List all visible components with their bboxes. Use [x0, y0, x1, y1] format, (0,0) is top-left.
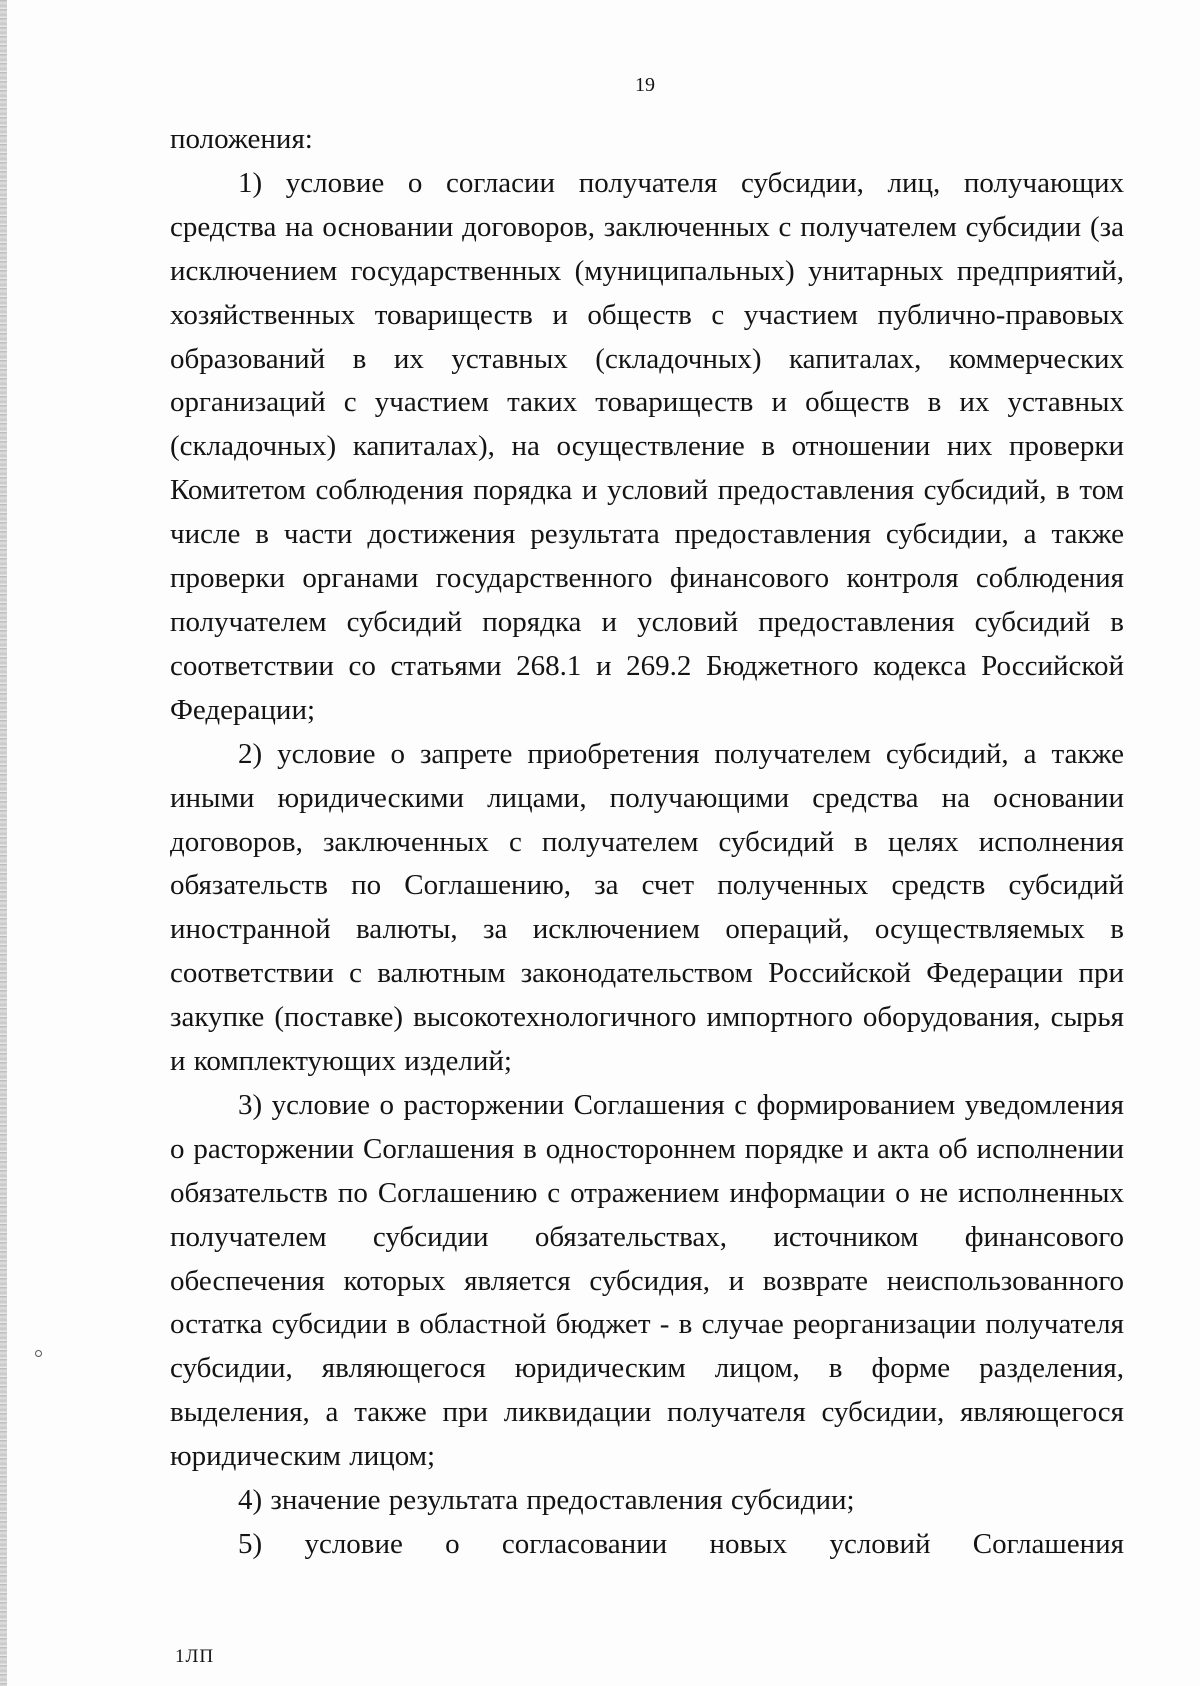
scan-edge — [0, 0, 7, 1686]
document-body — [170, 118, 1124, 1567]
paragraph-item-5: 5) условие о согласовании новых условий Соглашения — [238, 1528, 1124, 1560]
paragraph-item-3: 3) условие о расторжении Соглашения с формированием уведомления о расторжении Соглашения в одностороннем порядке и акта об исполнении обязательств по Соглашению с отражением информации о не исполненных получателем субсидии обязательствах, источником финансового обеспечения которых является субсидия, и возврате неиспользованного остатка субсидии в областной бюджет - в случае реорганизации получателя субсидии, являющегося юридическим лицом, в форме разделения, выделения, а также при ликвидации получателя субсидии, являющегося юридическим лицом; — [170, 1088, 1124, 1473]
paragraph-continuation: положения: — [170, 123, 313, 155]
footer-code: 1ЛП — [175, 1646, 215, 1667]
paragraph-item-4: 4) значение результата предоставления субсидии; — [238, 1484, 855, 1517]
paragraph-item-1: 1) условие о согласии получателя субсидии, лиц, получающих средства на основании договоров, заключенных с получателем субсидии (за исключением государственных (муниципальных) унитарных предприятий, хозяйственных товариществ и обществ с участием публично-правовых образований в их уставных (складочных) капиталах, коммерческих организаций с участием таких товариществ и обществ в их уставных (складочных) капиталах), на осуществление в отношении них проверки Комитетом соблюдения порядка и условий предоставления субсидий, в том числе в части достижения результата предоставления субсидии, а также проверки органами государственного финансового контроля соблюдения получателем субсидий порядка и условий предоставления субсидий в соответствии со статьями 268.1 и 269.2 Бюджетного кодекса Российской Федерации; — [170, 166, 1124, 726]
page-number: 19 — [635, 74, 655, 96]
scan-mark-dot — [35, 1350, 42, 1357]
paragraph-item-2: 2) условие о запрете приобретения получателем субсидий, а также иными юридическими лицами, получающими средства на основании договоров, заключенных с получателем субсидий в целях исполнения обязательств по Соглашению, за счет полученных средств субсидий иностранной валюты, за исключением операций, осуществляемых в соответствии с валютным законодательством Российской Федерации при закупке (поставке) высокотехнологичного импортного оборудования, сырья и комплектующих изделий; — [170, 737, 1124, 1078]
